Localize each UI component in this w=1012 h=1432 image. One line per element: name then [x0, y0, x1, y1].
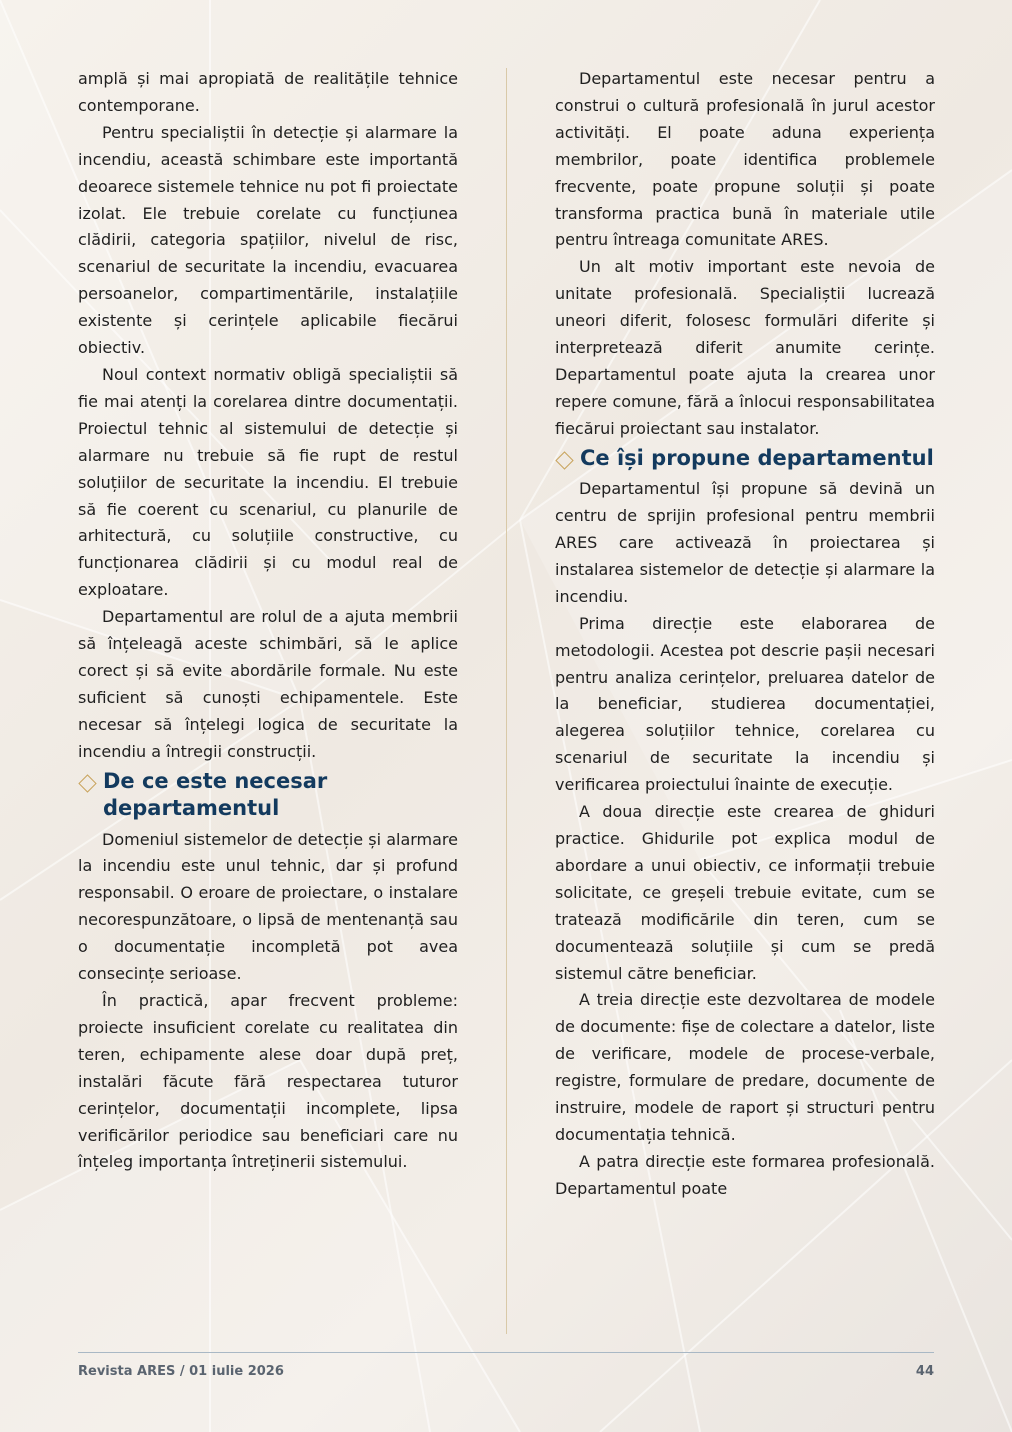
paragraph: Pentru specialiștii în detecție și alarmare la incendiu, această schimbare este importantă deoarece sistemele tehnice nu pot fi proiectate izolat. Ele trebuie corelate cu funcțiunea clădirii, categoria spațiilor, nivelul de risc, scenariul de securitate la incendiu, evacuarea persoanelor, compartimentările, instalațiile existente și cerințele aplicabile fiecărui obiectiv.: [78, 122, 458, 358]
paragraph: amplă și mai apropiată de realitățile tehnice contemporane.: [78, 69, 458, 115]
section-heading-text: Ce își propune departamentul: [580, 445, 934, 470]
paragraph: Un alt motiv important este nevoia de unitate profesională. Specialiștii lucrează uneori diferit, folosesc formulări diferite și interpretează diferit anumite cerințe. Departamentul poate ajuta la crearea unor repere comune, fără a înlocui responsabilitatea fiecărui proiectant sau instalator.: [555, 257, 935, 438]
paragraph: A doua direcție este crearea de ghiduri practice. Ghidurile pot explica modul de abordare a unui obiectiv, ce informații trebuie solicitate, ce greșeli trebuie evitate, cum se tratează modificările din teren, cum se documentează soluțiile și cum se predă sistemul către beneficiar.: [555, 802, 935, 983]
paragraph: Domeniul sistemelor de detecție și alarmare la incendiu este unul tehnic, dar și profund responsabil. O eroare de proiectare, o instalare necorespunzătoare, o lipsă de mentenanță sau o documentație incompletă pot avea consecințe serioase.: [78, 829, 458, 984]
footer-rule: [78, 1352, 934, 1353]
paragraph: A treia direcție este dezvoltarea de modele de documente: fișe de colectare a datelor, liste de verificare, modele de procese-verbale, registre, formulare de predare, documente de instruire, modele de raport și structuri pentru documentația tehnică.: [555, 990, 935, 1144]
section-heading: [78, 768, 458, 823]
paragraph: A patra direcție este formarea profesională. Departamentul poate: [555, 1151, 935, 1198]
paragraph: Prima direcție este elaborarea de metodologii. Acestea pot descrie pașii necesari pentru analiza cerințelor, preluarea datelor de la beneficiar, studierea documentației, alegerea soluțiilor tehnice, corelarea cu scenariul de securitate la incendiu și verificarea proiectului înainte de execuție.: [555, 613, 935, 795]
section-heading: [555, 445, 935, 473]
column-divider: [506, 68, 507, 1334]
paragraph: Departamentul este necesar pentru a construi o cultură profesională în jurul acestor activități. El poate aduna experiența membrilor, poate identifica problemele frecvente, poate propune soluții și poate transforma practica bună în materiale utile pentru întreaga comunitate ARES.: [555, 69, 935, 250]
page-number: 44: [915, 1364, 934, 1379]
diamond-bullet-icon: [78, 774, 96, 792]
diamond-bullet-icon: [555, 451, 573, 469]
paragraph: Departamentul are rolul de a ajuta membrii să înțeleagă aceste schimbări, să le aplice corect și să evite abordările formale. Nu este suficient să cunoști echipamentele. Este necesar să înțelegi logica de securitate la incendiu a întregii construcții.: [78, 607, 458, 761]
section-heading-text: De ce este necesar departamentul: [103, 768, 328, 821]
paragraph: În practică, apar frecvent probleme: proiecte insuficient corelate cu realitatea din teren, echipamente alese doar după preț, instalări făcute fără respectarea tuturor cerințelor, documentații incomplete, lipsa verificărilor periodice sau beneficiari care nu înțeleg importanța întreținerii sistemului.: [78, 991, 458, 1172]
paragraph: Noul context normativ obligă specialiștii să fie mai atenți la corelarea dintre documentații. Proiectul tehnic al sistemului de detecție și alarmare nu trebuie să fie rupt de restul soluțiilor de securitate la incendiu. El trebuie să fie coerent cu scenariul, cu planurile de arhitectură, cu soluțiile constructive, cu funcționarea clădirii și cu modul real de exploatare.: [78, 364, 458, 600]
paragraph: Departamentul își propune să devină un centru de sprijin profesional pentru membrii ARES care activează în proiectarea și instalarea sistemelor de detecție și alarmare la incendiu.: [555, 479, 935, 606]
left-column: [78, 66, 458, 1176]
right-column: [555, 66, 935, 1203]
footer-publication: Revista ARES / 01 iulie 2026: [78, 1364, 284, 1379]
